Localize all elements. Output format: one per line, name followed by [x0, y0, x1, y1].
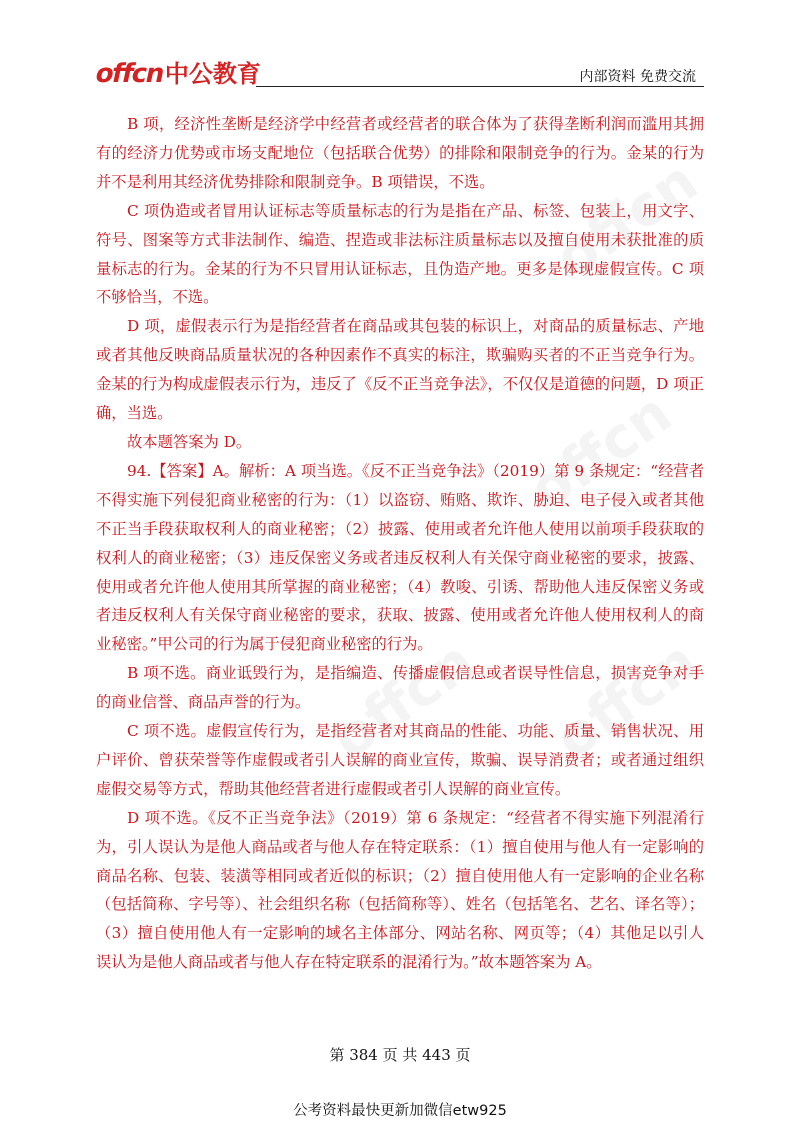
logo-en-text: offcn [92, 59, 167, 89]
paragraph-question-94: 94.【答案】A。解析：A 项当选。《反不正当竞争法》（2019）第 9 条规定：“经营者不得实施下列侵犯商业秘密的行为：（1）以盗窃、贿赂、欺诈、胁迫、电子侵入或者其他不正当手段获取权利人的商业秘密；（2）披露、使用或者允许他人使用以前项手段获取的权利人的商业秘密；（3）违反保密义务或者违反权利人有关保守商业秘密的要求，披露、使用或者允许他人使用其所掌握的商业秘密；（4）教唆、引诱、帮助他人违反保密义务或者违反权利人有关保守商业秘密的要求，获取、披露、使用或者允许他人使用权利人的商业秘密。”甲公司的行为属于侵犯商业秘密的行为。 [96, 461, 704, 654]
paragraph-94-option-d: D 项不选。《反不正当竞争法》（2019）第 6 条规定：“经营者不得实施下列混淆行为，引人误认为是他人商品或者与他人存在特定联系：（1）擅自使用与他人有一定影响的商品名称、包装、装潢等相同或者近似的标识；（2）擅自使用他人有一定影响的企业名称（包括简称、字号等）、社会组织名称（包括简称等）、姓名（包括笔名、艺名、译名等）；（3）擅自使用他人有一定影响的域名主体部分、网站名称、网页等；（4）其他足以引人误认为是他人商品或者与他人存在特定联系的混淆行为。”故本题答案为 A。 [96, 808, 704, 972]
page-header [92, 58, 704, 89]
offcn-logo [92, 58, 261, 89]
paragraph-94-option-b: B 项不选。商业诋毁行为，是指编造、传播虚假信息或者误导性信息，损害竞争对手的商业信誉、商品声誉的行为。 [96, 664, 704, 712]
header-rule [256, 86, 704, 87]
page-number: 第 384 页 共 443 页 [329, 1046, 471, 1064]
footer-note: 公考资料最快更新加微信etw925 [293, 1103, 507, 1119]
header-right-text: 内部资料 免费交流 [579, 69, 696, 85]
paragraph-94-option-c: C 项不选。虚假宣传行为，是指经营者对其商品的性能、功能、质量、销售状况、用户评价、曾获荣誉等作虚假或者引人误解的商业宣传，欺骗、误导消费者；或者通过组织虚假交易等方式，帮助其他经营者进行虚假或者引人误解的商业宣传。 [96, 722, 704, 798]
paragraph-option-d: D 项，虚假表示行为是指经营者在商品或其包装的标识上，对商品的质量标志、产地或者其他反映商品质量状况的各种因素作不真实的标注，欺骗购买者的不正当竞争行为。金某的行为构成虚假表示行为，违反了《反不正当竞争法》，不仅仅是道德的问题，D 项正确，当选。 [96, 317, 704, 423]
paragraph-option-c: C 项伪造或者冒用认证标志等质量标志的行为是指在产品、标签、包装上，用文字、符号、图案等方式非法制作、编造、捏造或非法标注质量标志以及擅自使用未获批准的质量标志的行为。金某的行为不只冒用认证标志，且伪造产地。更多是体现虚假宣传。C 项不够恰当，不选。 [96, 201, 704, 307]
paragraph-answer-93: 故本题答案为 D。 [127, 432, 252, 451]
logo-cn-text: 中公教育 [164, 60, 261, 88]
paragraph-option-b: B 项，经济性垄断是经济学中经营者或经营者的联合体为了获得垄断利润而滥用其拥有的经济力优势或市场支配地位（包括联合优势）的排除和限制竞争的行为。金某的行为并不是利用其经济优势排除和限制竞争。B 项错误，不选。 [96, 115, 704, 191]
document-body [96, 110, 704, 977]
